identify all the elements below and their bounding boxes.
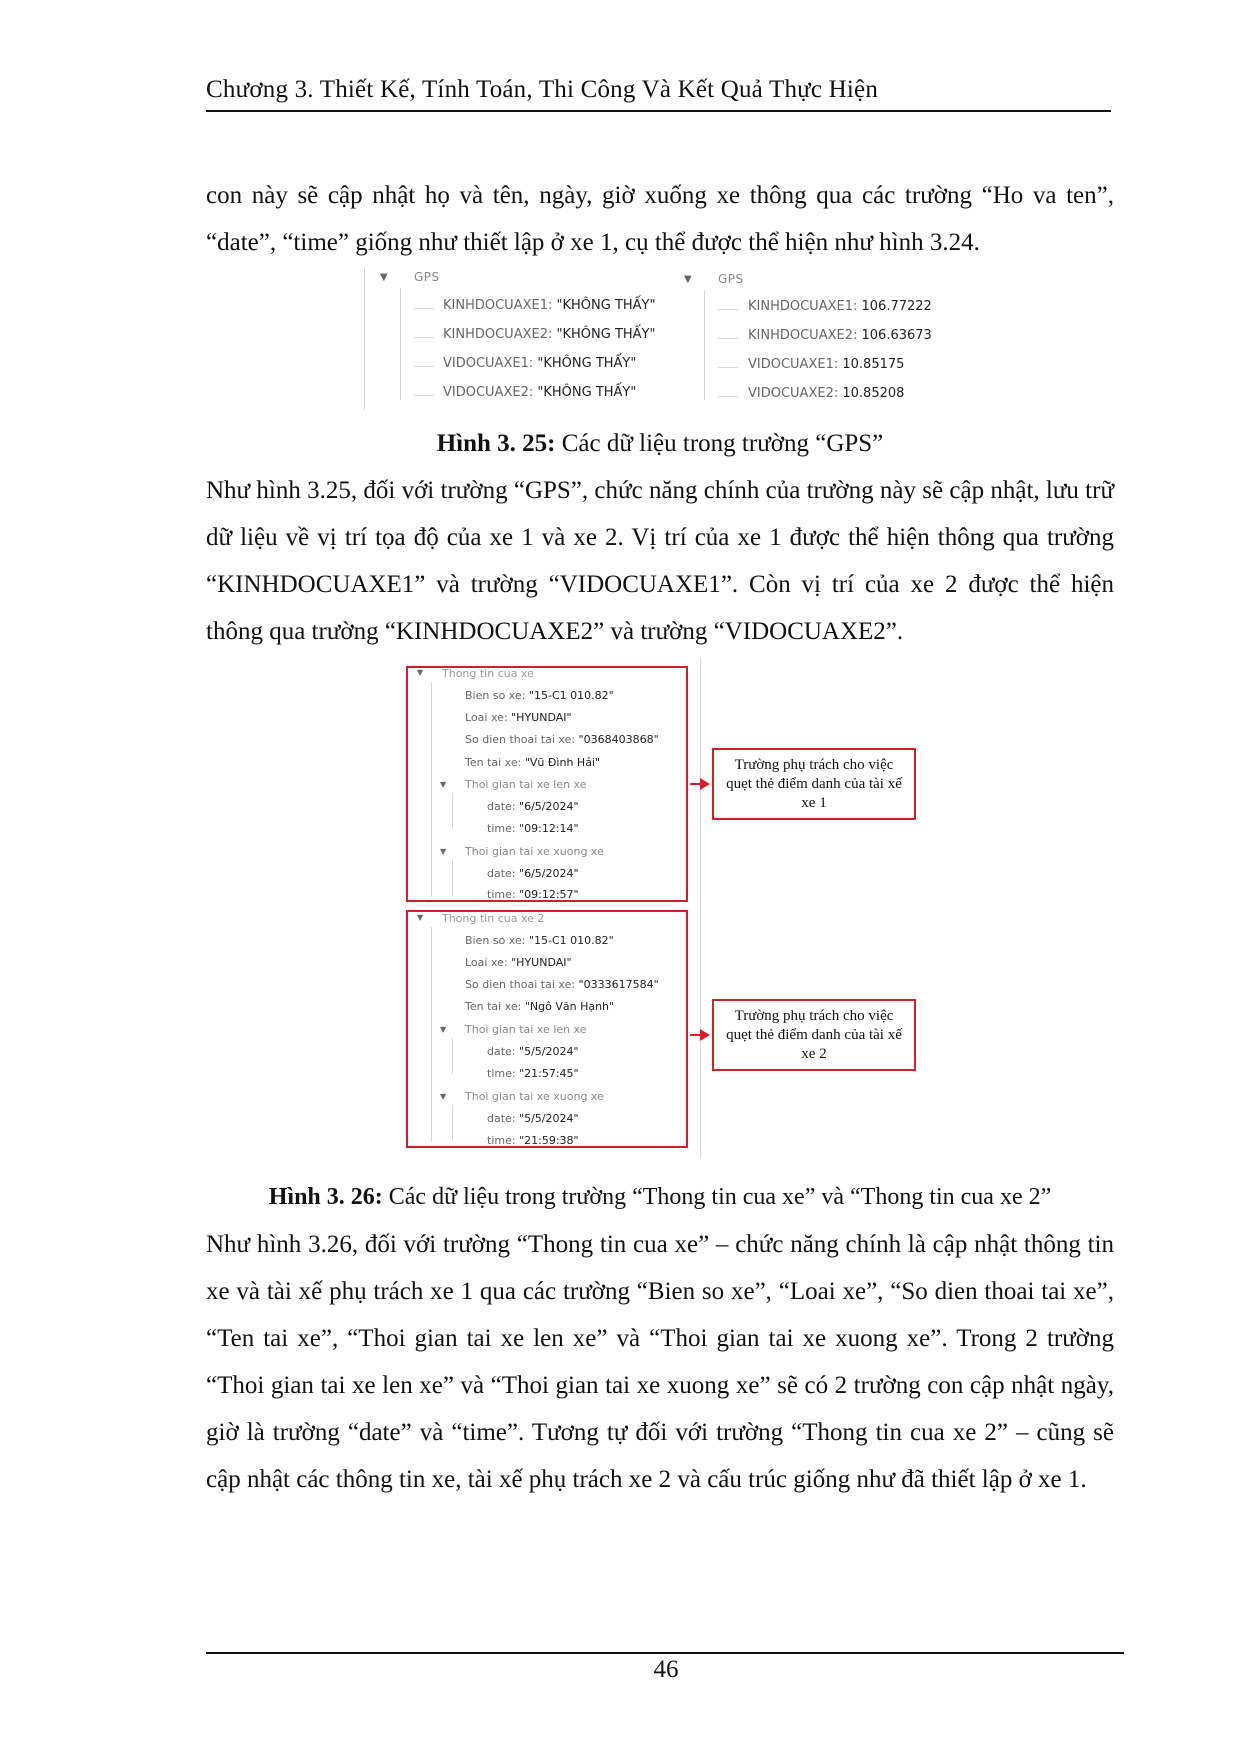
tree-row	[465, 978, 659, 991]
tree-line	[431, 682, 432, 897]
figure-3-25-caption	[0, 430, 1240, 458]
tree-row	[487, 1067, 579, 1080]
car2-node-title: Thong tin cua xe 2	[442, 912, 545, 925]
field-value: "09:12:57"	[519, 888, 579, 901]
field-key: KINHDOCUAXE2:	[748, 328, 858, 343]
tree-row	[465, 733, 659, 746]
tree-row	[465, 956, 572, 969]
field-value: "Ngô Văn Hạnh"	[524, 1000, 615, 1013]
field-key: date:	[487, 1045, 516, 1058]
field-key: KINHDOCUAXE1:	[443, 298, 553, 313]
tree-branch	[414, 395, 434, 396]
expand-arrow-icon: ▼	[440, 780, 447, 789]
caption-text: Các dữ liệu trong trường “Thong tin cua xe” và “Thong tin cua xe 2”	[382, 1184, 1052, 1210]
field-value: "21:59:38"	[519, 1134, 579, 1147]
paragraph-3: Như hình 3.26, đối với trường “Thong tin cua xe” – chức năng chính là cập nhật thông tin xe và tài xế phụ trách xe 1 qua các trường “Bien so xe”, “Loai xe”, “So dien thoai tai xe”, “Ten tai xe”, “Thoi gian tai xe len xe” và “Thoi gian tai xe xuong xe”. Trong 2 trường “Thoi gian tai xe len xe” và “Thoi gian tai xe xuong xe” sẽ có 2 trường con cập nhật ngày, giờ là trường “date” và “time”. Tương tự đối với trường “Thong tin cua xe 2” – cũng sẽ cập nhật các thông tin xe, tài xế phụ trách xe 2 và cấu trúc giống như đã thiết lập ở xe 1.	[206, 1231, 1114, 1493]
panel-edge	[700, 658, 701, 1158]
field-value: "0368403868"	[578, 733, 659, 746]
gps-node-title: GPS	[414, 270, 440, 284]
field-key: Ten tai xe:	[465, 1000, 522, 1013]
expand-arrow-icon: ▼	[440, 847, 447, 856]
field-key: VIDOCUAXE2:	[748, 386, 839, 401]
field-key: KINHDOCUAXE1:	[748, 299, 858, 314]
tree-branch	[414, 308, 434, 309]
arrow-head-icon	[700, 778, 710, 790]
expand-arrow-icon: ▼	[417, 913, 424, 922]
tree-branch	[718, 396, 738, 397]
tree-branch	[414, 337, 434, 338]
gps-node-title: GPS	[718, 272, 744, 286]
footer-rule	[206, 1652, 1124, 1654]
tree-line	[431, 927, 432, 1142]
field-value: "6/5/2024"	[519, 800, 579, 813]
field-value: 106.63673	[861, 328, 932, 343]
figure-3-26-caption	[0, 1184, 1240, 1211]
tree-row	[487, 1112, 579, 1125]
gps-row	[443, 327, 655, 342]
page-number: 46	[653, 1656, 679, 1683]
chapter-header: Chương 3. Thiết Kế, Tính Toán, Thi Công Và Kết Quả Thực Hiện	[206, 76, 879, 103]
tree-row	[465, 711, 572, 724]
field-value: "KHÔNG THẤY"	[556, 327, 656, 342]
field-value: "5/5/2024"	[519, 1045, 579, 1058]
tree-branch	[718, 367, 738, 368]
field-key: date:	[487, 867, 516, 880]
field-key: VIDOCUAXE1:	[748, 357, 839, 372]
tree-line	[452, 1105, 453, 1141]
field-value: "Vũ Đình Hải"	[524, 756, 601, 769]
tree-branch	[718, 309, 738, 310]
field-key: date:	[487, 1112, 516, 1125]
field-value: "5/5/2024"	[519, 1112, 579, 1125]
field-value: "KHÔNG THẤY"	[537, 356, 637, 371]
field-key: So dien thoai tai xe:	[465, 733, 576, 746]
field-value: "15-C1 010.82"	[528, 689, 614, 702]
field-key: Loai xe:	[465, 711, 508, 724]
field-value: 10.85175	[842, 357, 905, 372]
tree-row	[487, 800, 579, 813]
gps-row	[748, 328, 932, 343]
field-key: Loai xe:	[465, 956, 508, 969]
gps-row	[748, 357, 904, 372]
field-value: 10.85208	[842, 386, 905, 401]
field-key: Ten tai xe:	[465, 756, 522, 769]
field-key: time:	[487, 1067, 516, 1080]
header-rule	[206, 110, 1111, 112]
field-key: VIDOCUAXE2:	[443, 385, 534, 400]
field-value: "KHÔNG THẤY"	[537, 385, 637, 400]
gps-row	[748, 299, 932, 314]
gps-row	[748, 386, 904, 401]
expand-arrow-icon: ▼	[684, 274, 692, 285]
field-key: VIDOCUAXE1:	[443, 356, 534, 371]
tree-row	[465, 756, 600, 769]
gps-row	[443, 356, 636, 371]
tree-group-title: Thoi gian tai xe xuong xe	[465, 1090, 604, 1103]
gps-row	[443, 385, 636, 400]
field-value: "09:12:14"	[519, 822, 579, 835]
field-value: "6/5/2024"	[519, 867, 579, 880]
callout-car1: Trường phụ trách cho việc quẹt thẻ điểm danh của tài xế xe 1	[712, 748, 916, 820]
callout-car2: Trường phụ trách cho việc quẹt thẻ điểm danh của tài xế xe 2	[712, 999, 916, 1071]
expand-arrow-icon: ▼	[380, 272, 388, 283]
tree-group-title: Thoi gian tai xe len xe	[465, 1023, 587, 1036]
field-value: "21:57:45"	[519, 1067, 579, 1080]
tree-group-title: Thoi gian tai xe len xe	[465, 778, 587, 791]
field-key: KINHDOCUAXE2:	[443, 327, 553, 342]
arrow-head-icon	[700, 1029, 710, 1041]
tree-branch	[414, 366, 434, 367]
field-value: "15-C1 010.82"	[528, 934, 614, 947]
paragraph-1: con này sẽ cập nhật họ và tên, ngày, giờ xuống xe thông qua các trường “Ho va ten”, “date”, “time” giống như thiết lập ở xe 1, cụ thể được thể hiện như hình 3.24.	[206, 182, 1114, 256]
tree-line	[704, 290, 705, 400]
field-value: "HYUNDAI"	[511, 956, 572, 969]
field-key: Bien so xe:	[465, 689, 526, 702]
paragraph-2: Như hình 3.25, đối với trường “GPS”, chức năng chính của trường này sẽ cập nhật, lưu trữ dữ liệu về vị trí tọa độ của xe 1 và xe 2. Vị trí của xe 1 được thể hiện thông qua trường “KINHDOCUAXE1” và trường “VIDOCUAXE1”. Còn vị trí của xe 2 được thể hiện thông qua trường “KINHDOCUAXE2” và trường “VIDOCUAXE2”.	[206, 477, 1114, 645]
field-value: "0333617584"	[578, 978, 659, 991]
field-key: date:	[487, 800, 516, 813]
tree-branch	[718, 338, 738, 339]
tree-row	[465, 1000, 614, 1013]
field-key: time:	[487, 1134, 516, 1147]
car1-node-title: Thong tin cua xe	[442, 667, 534, 680]
tree-row	[465, 934, 614, 947]
tree-line	[452, 1038, 453, 1074]
field-value: "KHÔNG THẤY"	[556, 298, 656, 313]
tree-line	[400, 288, 401, 400]
field-value: "HYUNDAI"	[511, 711, 572, 724]
caption-label: Hình 3. 26:	[268, 1184, 383, 1210]
expand-arrow-icon: ▼	[440, 1092, 447, 1101]
tree-group-title: Thoi gian tai xe xuong xe	[465, 845, 604, 858]
tree-line	[452, 860, 453, 896]
field-key: time:	[487, 888, 516, 901]
caption-label: Hình 3. 25:	[436, 430, 556, 457]
gps-row	[443, 298, 655, 313]
panel-divider	[364, 268, 365, 410]
tree-row	[487, 1134, 579, 1147]
field-value: 106.77222	[861, 299, 932, 314]
field-key: time:	[487, 822, 516, 835]
caption-text: Các dữ liệu trong trường “GPS”	[555, 430, 884, 457]
expand-arrow-icon: ▼	[440, 1025, 447, 1034]
tree-row	[487, 1045, 579, 1058]
tree-row	[487, 822, 579, 835]
tree-row	[487, 867, 579, 880]
field-key: Bien so xe:	[465, 934, 526, 947]
tree-line	[452, 793, 453, 829]
expand-arrow-icon: ▼	[417, 668, 424, 677]
tree-row	[465, 689, 614, 702]
tree-row	[487, 888, 579, 901]
field-key: So dien thoai tai xe:	[465, 978, 576, 991]
